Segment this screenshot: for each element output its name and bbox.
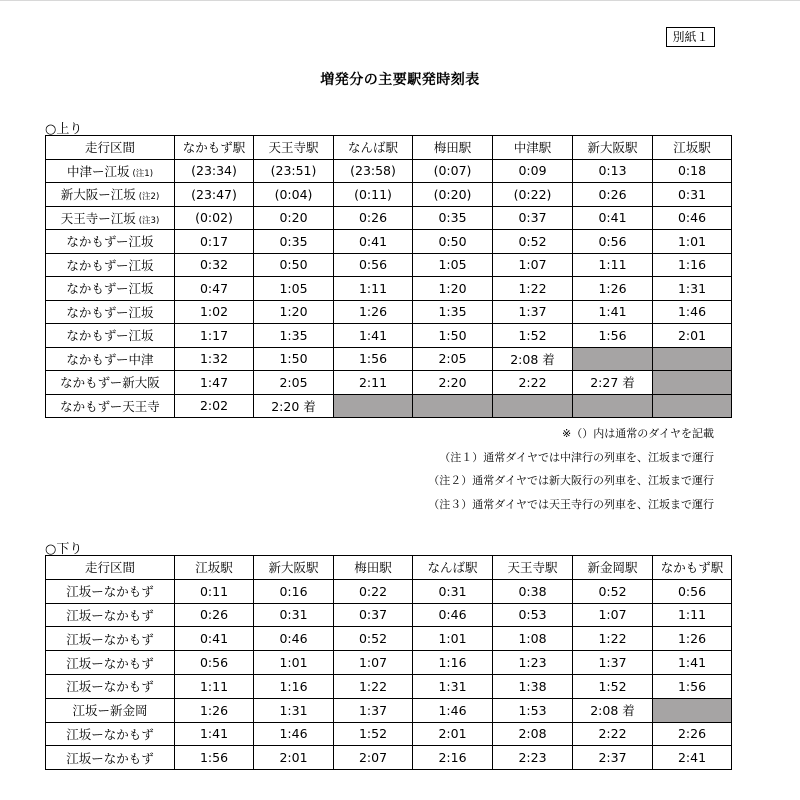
up-time-cell: 1:41 xyxy=(334,324,413,348)
up-time-cell: (23:34) xyxy=(175,159,254,183)
up-time-cell: 1:01 xyxy=(653,230,732,254)
up-time-cell: 2:08 着 xyxy=(493,347,573,371)
down-section-cell xyxy=(46,579,175,603)
down-section-cell xyxy=(46,746,175,770)
section-name: なかもずー江坂 xyxy=(66,234,154,250)
up-section-cell xyxy=(46,371,175,395)
up-time-cell: 2:27 着 xyxy=(573,371,653,395)
up-time-cell: 0:41 xyxy=(573,206,653,230)
up-table-row xyxy=(46,347,732,371)
down-table-row xyxy=(46,603,732,627)
up-time-cell: 1:22 xyxy=(493,277,573,301)
note-marker: (注2) xyxy=(138,192,160,203)
down-time-cell: 0:41 xyxy=(175,627,254,651)
up-header-station: なかもず駅 xyxy=(175,136,254,160)
up-time-cell: (0:07) xyxy=(413,159,493,183)
down-time-cell: 0:52 xyxy=(334,627,413,651)
down-time-cell: 0:37 xyxy=(334,603,413,627)
up-time-cell: 0:35 xyxy=(254,230,334,254)
up-time-cell: 0:50 xyxy=(413,230,493,254)
down-time-cell: 1:31 xyxy=(413,674,493,698)
down-time-cell: 2:08 xyxy=(493,722,573,746)
up-time-cell: 1:31 xyxy=(653,277,732,301)
section-name: 江坂ーなかもず xyxy=(66,726,154,742)
down-section-cell xyxy=(46,722,175,746)
up-time-cell: 1:02 xyxy=(175,300,254,324)
down-time-cell: 1:16 xyxy=(413,651,493,675)
down-time-cell: 2:08 着 xyxy=(573,698,653,722)
down-time-cell: 1:08 xyxy=(493,627,573,651)
up-time-cell: 2:05 xyxy=(413,347,493,371)
up-section-cell xyxy=(46,206,175,230)
up-time-cell: 1:50 xyxy=(413,324,493,348)
up-table-row xyxy=(46,159,732,183)
up-section-cell xyxy=(46,183,175,207)
up-section-cell xyxy=(46,347,175,371)
attachment-label: 別紙１ xyxy=(666,27,715,47)
up-time-cell: 0:18 xyxy=(653,159,732,183)
section-name: 新大阪ー江坂 xyxy=(60,187,136,203)
up-time-cell: 1:37 xyxy=(493,300,573,324)
up-section-cell xyxy=(46,277,175,301)
up-time-cell: 2:02 xyxy=(175,394,254,418)
down-time-cell: 0:56 xyxy=(653,579,732,603)
section-name: 江坂ーなかもず xyxy=(66,631,154,647)
up-time-cell: 1:16 xyxy=(653,253,732,277)
up-section-cell xyxy=(46,300,175,324)
down-header-station: なかもず駅 xyxy=(653,556,732,580)
up-section-cell xyxy=(46,394,175,418)
section-name: 江坂ーなかもず xyxy=(66,607,154,623)
section-name: 江坂ー新金岡 xyxy=(72,703,148,719)
note-marker: (注1) xyxy=(132,168,154,179)
down-time-cell: 1:38 xyxy=(493,674,573,698)
up-section-cell xyxy=(46,230,175,254)
down-time-cell: 2:01 xyxy=(254,746,334,770)
down-time-cell: 2:37 xyxy=(573,746,653,770)
up-time-cell: 1:32 xyxy=(175,347,254,371)
down-time-cell: 0:22 xyxy=(334,579,413,603)
note-marker: (注3) xyxy=(138,215,160,226)
down-header-station: 新金岡駅 xyxy=(573,556,653,580)
up-no-service-cell xyxy=(653,394,732,418)
down-table-row xyxy=(46,627,732,651)
up-table-row xyxy=(46,371,732,395)
up-time-cell: 1:11 xyxy=(334,277,413,301)
up-table-row xyxy=(46,300,732,324)
down-header-station: 新大阪駅 xyxy=(254,556,334,580)
up-header-station: 梅田駅 xyxy=(413,136,493,160)
down-time-cell: 1:41 xyxy=(653,651,732,675)
up-time-cell: 2:05 xyxy=(254,371,334,395)
down-time-cell: 0:26 xyxy=(175,603,254,627)
up-time-cell: (23:58) xyxy=(334,159,413,183)
down-section-cell xyxy=(46,698,175,722)
section-name: なかもずー江坂 xyxy=(66,328,154,344)
down-time-cell: 1:23 xyxy=(493,651,573,675)
up-time-cell: (0:04) xyxy=(254,183,334,207)
up-time-cell: 0:35 xyxy=(413,206,493,230)
down-time-cell: 0:38 xyxy=(493,579,573,603)
up-time-cell: 0:37 xyxy=(493,206,573,230)
up-section-label: ○上り xyxy=(45,122,83,137)
down-time-cell: 1:11 xyxy=(175,674,254,698)
section-name: なかもずー江坂 xyxy=(66,281,154,297)
down-no-service-cell xyxy=(653,698,732,722)
down-time-cell: 1:46 xyxy=(254,722,334,746)
up-time-cell: (23:47) xyxy=(175,183,254,207)
up-time-cell: 0:26 xyxy=(573,183,653,207)
up-timetable xyxy=(45,135,732,418)
up-header-row xyxy=(46,136,732,160)
up-time-cell: (0:22) xyxy=(493,183,573,207)
down-time-cell: 1:11 xyxy=(653,603,732,627)
up-time-cell: 1:26 xyxy=(334,300,413,324)
up-time-cell: 1:50 xyxy=(254,347,334,371)
section-name: 天王寺ー江坂 xyxy=(60,210,136,226)
note-2: （注２）通常ダイヤでは新大阪行の列車を、江坂まで運行 xyxy=(428,474,714,487)
down-time-cell: 1:22 xyxy=(573,627,653,651)
up-time-cell: 1:11 xyxy=(573,253,653,277)
down-time-cell: 1:37 xyxy=(573,651,653,675)
up-time-cell: 1:20 xyxy=(413,277,493,301)
up-table-row xyxy=(46,183,732,207)
section-name: なかもずー新大阪 xyxy=(60,375,160,391)
down-time-cell: 0:31 xyxy=(413,579,493,603)
down-time-cell: 0:46 xyxy=(254,627,334,651)
up-time-cell: 1:05 xyxy=(254,277,334,301)
up-no-service-cell xyxy=(653,371,732,395)
up-time-cell: 0:47 xyxy=(175,277,254,301)
up-time-cell: 0:46 xyxy=(653,206,732,230)
note-3: （注３）通常ダイヤでは天王寺行の列車を、江坂まで運行 xyxy=(428,497,714,511)
up-time-cell: 0:09 xyxy=(493,159,573,183)
down-section-cell xyxy=(46,627,175,651)
down-time-cell: 1:53 xyxy=(493,698,573,722)
down-time-cell: 1:01 xyxy=(254,651,334,675)
section-name: 中津ー江坂 xyxy=(66,163,130,179)
note-parentheses: ※（）内は通常のダイヤを記載 xyxy=(562,427,714,440)
up-time-cell: 0:41 xyxy=(334,230,413,254)
up-header-station: 新大阪駅 xyxy=(573,136,653,160)
down-time-cell: 2:22 xyxy=(573,722,653,746)
down-header-section: 走行区間 xyxy=(46,556,175,580)
down-section-label: ○下り xyxy=(45,542,83,557)
section-name: 江坂ーなかもず xyxy=(66,750,154,766)
up-time-cell: 1:56 xyxy=(573,324,653,348)
note-1: （注１）通常ダイヤでは中津行の列車を、江坂まで運行 xyxy=(439,450,714,464)
up-time-cell: 2:20 着 xyxy=(254,394,334,418)
down-time-cell: 1:22 xyxy=(334,674,413,698)
up-time-cell: 2:22 xyxy=(493,371,573,395)
down-time-cell: 1:52 xyxy=(573,674,653,698)
down-table-row xyxy=(46,674,732,698)
down-section-cell xyxy=(46,651,175,675)
up-table-row xyxy=(46,394,732,418)
up-time-cell: 0:26 xyxy=(334,206,413,230)
up-time-cell: 0:17 xyxy=(175,230,254,254)
down-time-cell: 0:56 xyxy=(175,651,254,675)
up-time-cell: 1:47 xyxy=(175,371,254,395)
up-time-cell: 1:35 xyxy=(413,300,493,324)
down-header-station: 天王寺駅 xyxy=(493,556,573,580)
down-time-cell: 2:07 xyxy=(334,746,413,770)
up-time-cell: 2:20 xyxy=(413,371,493,395)
up-header-station: なんば駅 xyxy=(334,136,413,160)
section-name: 江坂ーなかもず xyxy=(66,679,154,695)
page-top-border xyxy=(0,0,800,1)
down-timetable xyxy=(45,555,732,770)
down-table-row xyxy=(46,651,732,675)
down-time-cell: 0:46 xyxy=(413,603,493,627)
up-header-station: 江坂駅 xyxy=(653,136,732,160)
down-time-cell: 2:26 xyxy=(653,722,732,746)
up-time-cell: 0:52 xyxy=(493,230,573,254)
down-time-cell: 1:07 xyxy=(334,651,413,675)
up-time-cell: 2:11 xyxy=(334,371,413,395)
up-no-service-cell xyxy=(653,347,732,371)
up-section-cell xyxy=(46,253,175,277)
down-time-cell: 0:52 xyxy=(573,579,653,603)
down-time-cell: 1:26 xyxy=(653,627,732,651)
section-name: なかもずー天王寺 xyxy=(60,398,160,414)
up-no-service-cell xyxy=(334,394,413,418)
notes-block xyxy=(428,426,714,520)
up-no-service-cell xyxy=(573,394,653,418)
up-header-station: 天王寺駅 xyxy=(254,136,334,160)
up-time-cell: 1:26 xyxy=(573,277,653,301)
up-header-section: 走行区間 xyxy=(46,136,175,160)
up-time-cell: (0:02) xyxy=(175,206,254,230)
down-time-cell: 1:07 xyxy=(573,603,653,627)
section-name: なかもずー中津 xyxy=(66,351,154,367)
down-time-cell: 0:16 xyxy=(254,579,334,603)
up-time-cell: 0:20 xyxy=(254,206,334,230)
down-time-cell: 0:31 xyxy=(254,603,334,627)
up-time-cell: 0:32 xyxy=(175,253,254,277)
down-time-cell: 1:26 xyxy=(175,698,254,722)
up-time-cell: 0:31 xyxy=(653,183,732,207)
down-header-station: 梅田駅 xyxy=(334,556,413,580)
up-time-cell: 2:01 xyxy=(653,324,732,348)
down-time-cell: 0:11 xyxy=(175,579,254,603)
section-name: 江坂ーなかもず xyxy=(66,584,154,600)
up-section-cell xyxy=(46,159,175,183)
down-time-cell: 1:16 xyxy=(254,674,334,698)
up-header-station: 中津駅 xyxy=(493,136,573,160)
down-section-cell xyxy=(46,674,175,698)
down-time-cell: 2:16 xyxy=(413,746,493,770)
section-name: 江坂ーなかもず xyxy=(66,655,154,671)
down-time-cell: 1:37 xyxy=(334,698,413,722)
down-time-cell: 1:01 xyxy=(413,627,493,651)
down-section-cell xyxy=(46,603,175,627)
down-time-cell: 1:52 xyxy=(334,722,413,746)
up-no-service-cell xyxy=(573,347,653,371)
down-table-row xyxy=(46,698,732,722)
up-no-service-cell xyxy=(413,394,493,418)
up-time-cell: 0:56 xyxy=(573,230,653,254)
up-table-row xyxy=(46,253,732,277)
down-header-row xyxy=(46,556,732,580)
down-time-cell: 1:56 xyxy=(653,674,732,698)
up-table-row xyxy=(46,277,732,301)
up-time-cell: 1:35 xyxy=(254,324,334,348)
up-table-row xyxy=(46,230,732,254)
down-time-cell: 2:23 xyxy=(493,746,573,770)
up-time-cell: 1:41 xyxy=(573,300,653,324)
up-time-cell: 1:52 xyxy=(493,324,573,348)
up-time-cell: 1:17 xyxy=(175,324,254,348)
up-time-cell: (0:11) xyxy=(334,183,413,207)
up-section-cell xyxy=(46,324,175,348)
down-table-row xyxy=(46,722,732,746)
up-table-row xyxy=(46,324,732,348)
up-time-cell: 1:20 xyxy=(254,300,334,324)
down-header-station: なんば駅 xyxy=(413,556,493,580)
up-time-cell: 0:13 xyxy=(573,159,653,183)
section-name: なかもずー江坂 xyxy=(66,304,154,320)
down-time-cell: 1:31 xyxy=(254,698,334,722)
down-time-cell: 1:46 xyxy=(413,698,493,722)
down-table-row xyxy=(46,579,732,603)
down-time-cell: 1:56 xyxy=(175,746,254,770)
up-time-cell: 0:50 xyxy=(254,253,334,277)
up-time-cell: 1:46 xyxy=(653,300,732,324)
up-time-cell: 0:56 xyxy=(334,253,413,277)
up-time-cell: (0:20) xyxy=(413,183,493,207)
down-time-cell: 2:01 xyxy=(413,722,493,746)
down-table-row xyxy=(46,746,732,770)
up-time-cell: 1:56 xyxy=(334,347,413,371)
up-time-cell: (23:51) xyxy=(254,159,334,183)
down-time-cell: 0:53 xyxy=(493,603,573,627)
down-time-cell: 1:41 xyxy=(175,722,254,746)
up-time-cell: 1:05 xyxy=(413,253,493,277)
up-no-service-cell xyxy=(493,394,573,418)
down-header-station: 江坂駅 xyxy=(175,556,254,580)
section-name: なかもずー江坂 xyxy=(66,257,154,273)
up-time-cell: 1:07 xyxy=(493,253,573,277)
down-time-cell: 2:41 xyxy=(653,746,732,770)
up-table-row xyxy=(46,206,732,230)
document-title: 増発分の主要駅発時刻表 xyxy=(320,72,480,88)
